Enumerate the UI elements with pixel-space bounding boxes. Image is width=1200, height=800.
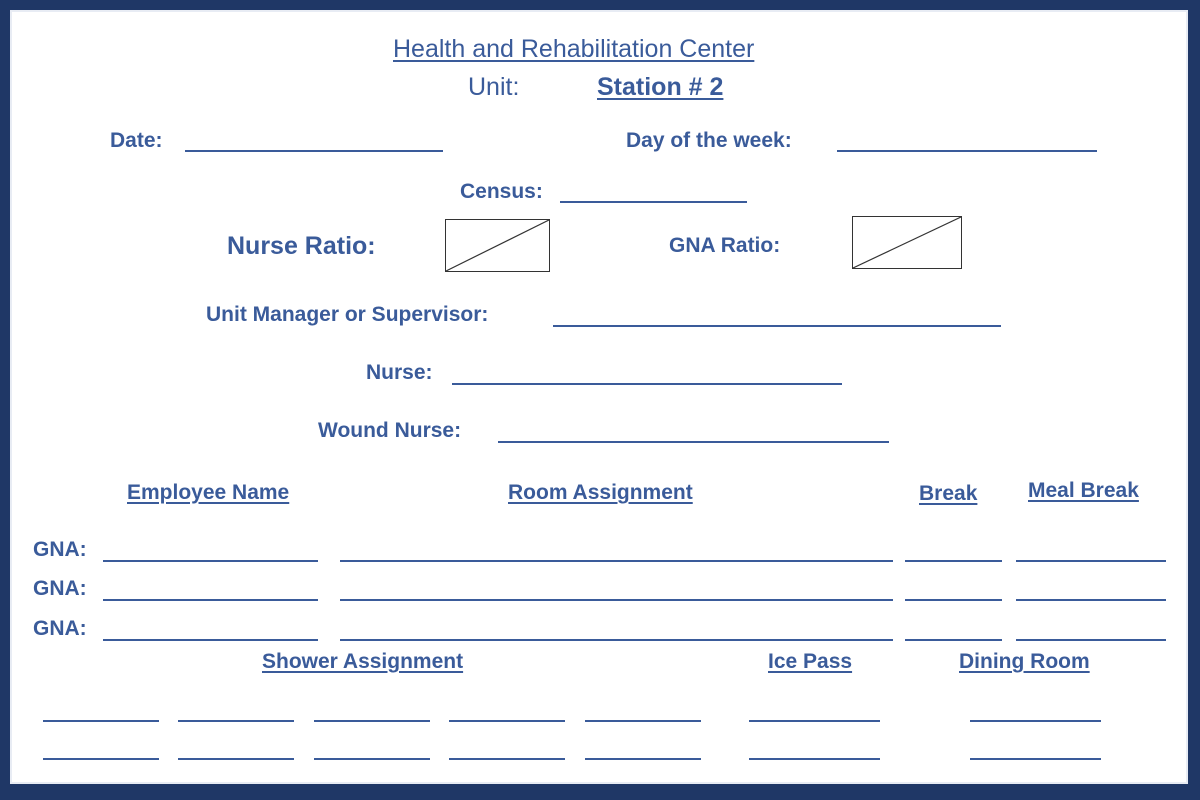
unit-label: Unit: — [468, 73, 520, 101]
shower-assignment-field[interactable] — [585, 720, 701, 722]
shower-assignment-header: Shower Assignment — [262, 650, 464, 673]
room-assignment-field[interactable] — [340, 560, 893, 562]
shower-assignment-field[interactable] — [585, 758, 701, 760]
gna-row-label: GNA: — [33, 617, 87, 640]
wound-nurse-label: Wound Nurse: — [318, 419, 462, 442]
date-field[interactable] — [185, 150, 443, 152]
shower-assignment-field[interactable] — [43, 720, 159, 722]
dining-room-field[interactable] — [970, 720, 1101, 722]
meal-break-header: Meal Break — [1028, 479, 1139, 502]
gna-ratio-diagonal — [853, 217, 961, 268]
shower-assignment-field[interactable] — [178, 720, 294, 722]
room-assignment-header: Room Assignment — [508, 481, 693, 504]
census-field[interactable] — [560, 201, 747, 203]
employee-name-field[interactable] — [103, 560, 318, 562]
ice-pass-field[interactable] — [749, 720, 880, 722]
nurse-ratio-box[interactable] — [445, 219, 550, 272]
nurse-ratio-label: Nurse Ratio: — [227, 232, 376, 260]
room-assignment-field[interactable] — [340, 599, 893, 601]
shower-assignment-field[interactable] — [449, 758, 565, 760]
room-assignment-field[interactable] — [340, 639, 893, 641]
unit-manager-field[interactable] — [553, 325, 1001, 327]
dining-room-header: Dining Room — [959, 650, 1090, 673]
day-of-week-label: Day of the week: — [626, 129, 792, 152]
meal-break-field[interactable] — [1016, 560, 1166, 562]
form-title: Health and Rehabilitation Center — [393, 35, 755, 63]
nurse-ratio-diagonal — [446, 220, 549, 271]
form-card — [10, 10, 1188, 784]
employee-name-field[interactable] — [103, 599, 318, 601]
shower-assignment-field[interactable] — [449, 720, 565, 722]
gna-ratio-box[interactable] — [852, 216, 962, 269]
ice-pass-header: Ice Pass — [768, 650, 853, 673]
dining-room-field[interactable] — [970, 758, 1101, 760]
unit-manager-label: Unit Manager or Supervisor: — [206, 303, 489, 326]
gna-ratio-label: GNA Ratio: — [669, 234, 781, 257]
nurse-label: Nurse: — [366, 361, 433, 384]
shower-assignment-field[interactable] — [314, 720, 430, 722]
unit-value: Station # 2 — [597, 73, 724, 101]
break-field[interactable] — [905, 560, 1002, 562]
break-header: Break — [919, 482, 978, 505]
census-label: Census: — [460, 180, 543, 203]
date-label: Date: — [110, 129, 163, 152]
break-field[interactable] — [905, 639, 1002, 641]
meal-break-field[interactable] — [1016, 599, 1166, 601]
gna-row-label: GNA: — [33, 577, 87, 600]
wound-nurse-field[interactable] — [498, 441, 889, 443]
day-of-week-field[interactable] — [837, 150, 1097, 152]
shower-assignment-field[interactable] — [178, 758, 294, 760]
employee-name-field[interactable] — [103, 639, 318, 641]
employee-name-header: Employee Name — [127, 481, 290, 504]
nurse-field[interactable] — [452, 383, 842, 385]
break-field[interactable] — [905, 599, 1002, 601]
shower-assignment-field[interactable] — [314, 758, 430, 760]
ice-pass-field[interactable] — [749, 758, 880, 760]
gna-row-label: GNA: — [33, 538, 87, 561]
shower-assignment-field[interactable] — [43, 758, 159, 760]
meal-break-field[interactable] — [1016, 639, 1166, 641]
